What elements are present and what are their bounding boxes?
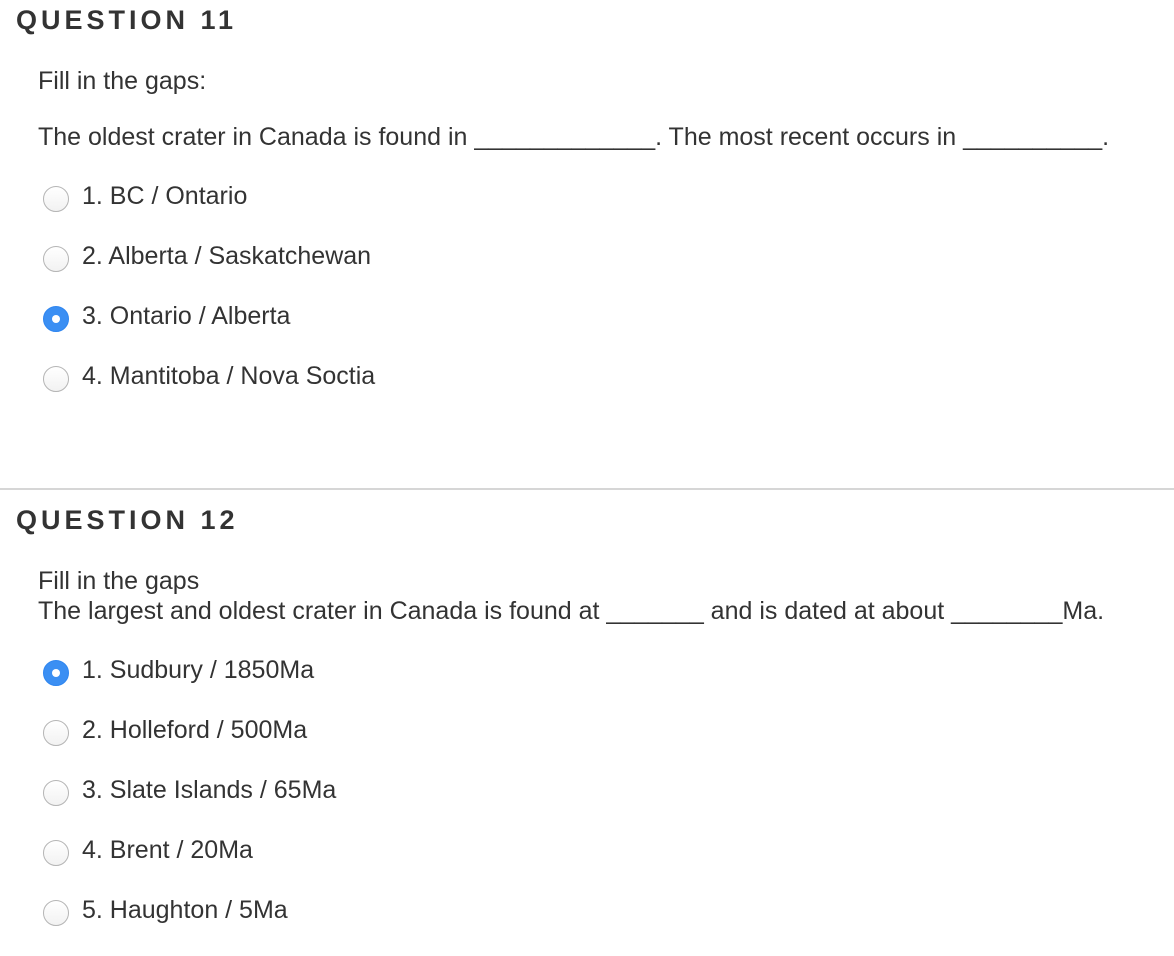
q12-option-2-label: 2. Holleford / 500Ma xyxy=(82,716,308,744)
q11-option-2-label: 2. Alberta / Saskatchewan xyxy=(82,242,372,270)
question-12-instruction: Fill in the gaps xyxy=(38,567,200,595)
q11-option-4-label: 4. Mantitoba / Nova Soctia xyxy=(82,362,376,390)
q11-option-2[interactable] xyxy=(43,240,371,272)
q12-option-1[interactable] xyxy=(43,654,314,686)
q11-option-4[interactable] xyxy=(43,360,375,392)
q12-option-2[interactable] xyxy=(43,714,307,746)
question-12-title: QUESTION 12 xyxy=(16,505,239,535)
q12-option-5-radio[interactable] xyxy=(43,900,69,926)
q12-option-4[interactable] xyxy=(43,834,253,866)
q12-option-1-label: 1. Sudbury / 1850Ma xyxy=(82,656,315,684)
q11-option-1-radio[interactable] xyxy=(43,186,69,212)
question-12-prompt: The largest and oldest crater in Canada is found at _______ and is dated at about ________Ma. xyxy=(38,597,1105,625)
q12-option-4-radio[interactable] xyxy=(43,840,69,866)
question-12 xyxy=(0,488,1174,956)
question-11-title: QUESTION 11 xyxy=(16,5,238,35)
q12-option-1-radio[interactable] xyxy=(43,660,69,686)
q12-option-3-label: 3. Slate Islands / 65Ma xyxy=(82,776,337,804)
q11-option-3-label: 3. Ontario / Alberta xyxy=(82,302,291,330)
q11-option-1[interactable] xyxy=(43,180,247,212)
q12-option-4-label: 4. Brent / 20Ma xyxy=(82,836,253,864)
q12-option-3[interactable] xyxy=(43,774,336,806)
q11-option-3[interactable] xyxy=(43,300,290,332)
q11-option-3-radio[interactable] xyxy=(43,306,69,332)
question-11-instruction: Fill in the gaps: xyxy=(38,67,207,95)
q12-option-5[interactable] xyxy=(43,894,288,926)
q11-option-2-radio[interactable] xyxy=(43,246,69,272)
q12-option-5-label: 5. Haughton / 5Ma xyxy=(82,896,288,924)
q11-option-4-radio[interactable] xyxy=(43,366,69,392)
q11-option-1-label: 1. BC / Ontario xyxy=(82,182,248,210)
q12-option-2-radio[interactable] xyxy=(43,720,69,746)
question-11-prompt: The oldest crater in Canada is found in _____________. The most recent occurs in __________. xyxy=(38,123,1110,151)
q12-option-3-radio[interactable] xyxy=(43,780,69,806)
